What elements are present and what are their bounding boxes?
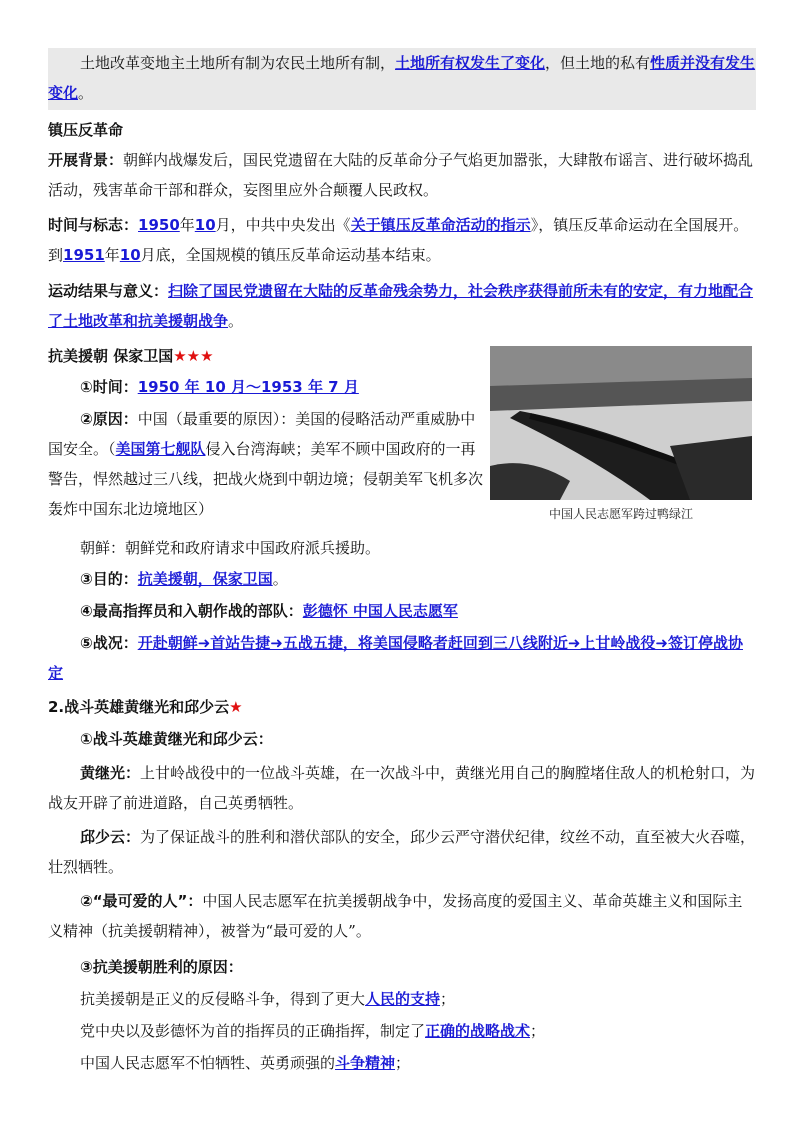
reason-2-end: ； <box>530 1022 546 1040</box>
section-title-heroes <box>48 692 756 722</box>
war-korea: 朝鲜：朝鲜党和政府请求中国政府派兵援助。 <box>80 539 381 557</box>
reason-2 <box>48 1016 756 1046</box>
huang-label: 黄继光： <box>80 764 141 782</box>
reason-3-text: 中国人民志愿军不怕牺牲、英勇顽强的 <box>80 1054 336 1072</box>
reason-label: ②原因： <box>80 410 138 428</box>
reason-2-keyword: 正确的战略战术 <box>425 1022 531 1040</box>
battle-label: ⑤战况： <box>80 634 138 652</box>
result-label: 运动结果与意义： <box>48 282 169 300</box>
battle-value: 开赴朝鲜➜首站告捷➜五战五捷，将美国侵略者赶回到三八线附近➜上甘岭战役➜签订停战协定 <box>48 634 743 682</box>
nian-1: 年 <box>179 216 195 234</box>
heroes-title: 2.战斗英雄黄继光和邱少云 <box>48 698 230 716</box>
seventh-fleet: 美国第七舰队 <box>115 440 206 458</box>
result-text: 扫除了国民党遗留在大陆的反革命残余势力，社会秩序获得前所未有的安定，有力地配合了土地改革和抗美援朝战争 <box>48 282 754 330</box>
intro-text-3: 。 <box>78 84 94 102</box>
suppress-time <box>48 210 756 270</box>
intro-keyword-1: 土地所有权发生了变化 <box>395 54 546 72</box>
photo-caption: 中国人民志愿军跨过鸭绿江 <box>548 507 693 521</box>
goal-end: 。 <box>272 570 288 588</box>
commander-label: ④最高指挥员和入朝作战的部队： <box>80 602 303 620</box>
huang-paragraph <box>48 758 756 818</box>
qiu-label: 邱少云： <box>80 828 141 846</box>
goal-value: 抗美援朝，保家卫国 <box>137 570 273 588</box>
time-text-a: 月，中共中央发出《 <box>215 216 351 234</box>
nian-2: 年 <box>104 246 120 264</box>
time-label: 时间与标志： <box>48 216 139 234</box>
heroes-sub3: ③抗美援朝胜利的原因： <box>80 958 243 976</box>
war-time-value: 1950 年 10 月～1953 年 7 月 <box>137 378 359 396</box>
war-commander <box>48 596 756 626</box>
qiu-text: 为了保证战斗的胜利和潜伏部队的安全，邱少云严守潜伏纪律，纹丝不动，直至被大火吞噬，壮烈牺牲。 <box>48 828 756 876</box>
bg-label: 开展背景： <box>48 151 124 169</box>
reason-text-2: 侵入台湾海峡；美军不顾中国政府的一再警告，悍然越过三八线，把战火烧到中朝边境；侵朝美军飞机多次轰炸中国东北边境地区） <box>48 440 484 518</box>
reason-1-end: ； <box>440 990 456 1008</box>
month-10-b: 10 <box>119 246 141 264</box>
reason-2-text: 党中央以及彭德怀为首的指挥员的正确指挥，制定了 <box>80 1022 426 1040</box>
war-time <box>48 372 483 402</box>
war-battle <box>48 628 756 688</box>
year-1951: 1951 <box>63 246 105 264</box>
reason-1 <box>48 984 756 1014</box>
qiu-paragraph <box>48 822 756 882</box>
result-end: 。 <box>228 312 244 330</box>
war-goal <box>48 564 756 594</box>
goal-label: ③目的： <box>80 570 138 588</box>
reason-1-text: 抗美援朝是正义的反侵略斗争，得到了更大 <box>80 990 366 1008</box>
bg-text: 朝鲜内战爆发后，国民党遗留在大陆的反革命分子气焰更加嚣张，大肆散布谣言、进行破坏捣乱活动，残害革命干部和群众，妄图里应外合颠覆人民政权。 <box>48 151 754 199</box>
war-title: 抗美援朝 保家卫国 <box>48 347 174 365</box>
yalu-river-photo <box>490 346 752 500</box>
reason-1-keyword: 人民的支持 <box>365 990 441 1008</box>
intro-text-1: 土地改革变地主土地所有制为农民土地所有制， <box>80 54 396 72</box>
lovable-text: 中国人民志愿军在抗美援朝战争中，发扬高度的爱国主义、革命英雄主义和国际主义精神（抗美援朝精神），被誉为“最可爱的人”。 <box>48 892 743 940</box>
directive-title: 关于镇压反革命活动的指示 <box>350 216 531 234</box>
time-text-b: 》，镇压反革命运动在全国展开。到 <box>48 216 749 264</box>
reason-text-1: 中国（最重要的原因）：美国的侵略活动严重威胁中国安全。（ <box>48 410 476 458</box>
lovable-paragraph <box>48 886 756 946</box>
year-1950: 1950 <box>138 216 180 234</box>
reason-3 <box>48 1048 756 1078</box>
war-time-label: ①时间： <box>80 378 138 396</box>
time-text-c: 月底，全国规模的镇压反革命运动基本结束。 <box>140 246 441 264</box>
commander-value: 彭德怀 中国人民志愿军 <box>302 602 458 620</box>
reason-3-end: ； <box>395 1054 411 1072</box>
heroes-sub1: ①战斗英雄黄继光和邱少云： <box>80 730 273 748</box>
star-rating: ★★★ <box>173 347 214 365</box>
huang-text: 上甘岭战役中的一位战斗英雄，在一次战斗中，黄继光用自己的胸膛堵住敌人的机枪射口，为战友开辟了前进道路，自己英勇牺牲。 <box>48 764 756 812</box>
reason-3-keyword: 斗争精神 <box>335 1054 396 1072</box>
lovable-label: ②“最可爱的人”： <box>80 892 203 910</box>
war-reason <box>48 404 483 524</box>
intro-paragraph <box>48 48 756 110</box>
suppress-result <box>48 276 756 336</box>
section-title-suppress: 镇压反革命 <box>48 121 124 139</box>
suppress-background <box>48 145 756 205</box>
intro-keyword-2: 性质并没有发生变化 <box>48 54 756 102</box>
month-10-a: 10 <box>194 216 216 234</box>
intro-text-2: ，但土地的私有 <box>545 54 651 72</box>
heroes-star: ★ <box>229 698 243 716</box>
